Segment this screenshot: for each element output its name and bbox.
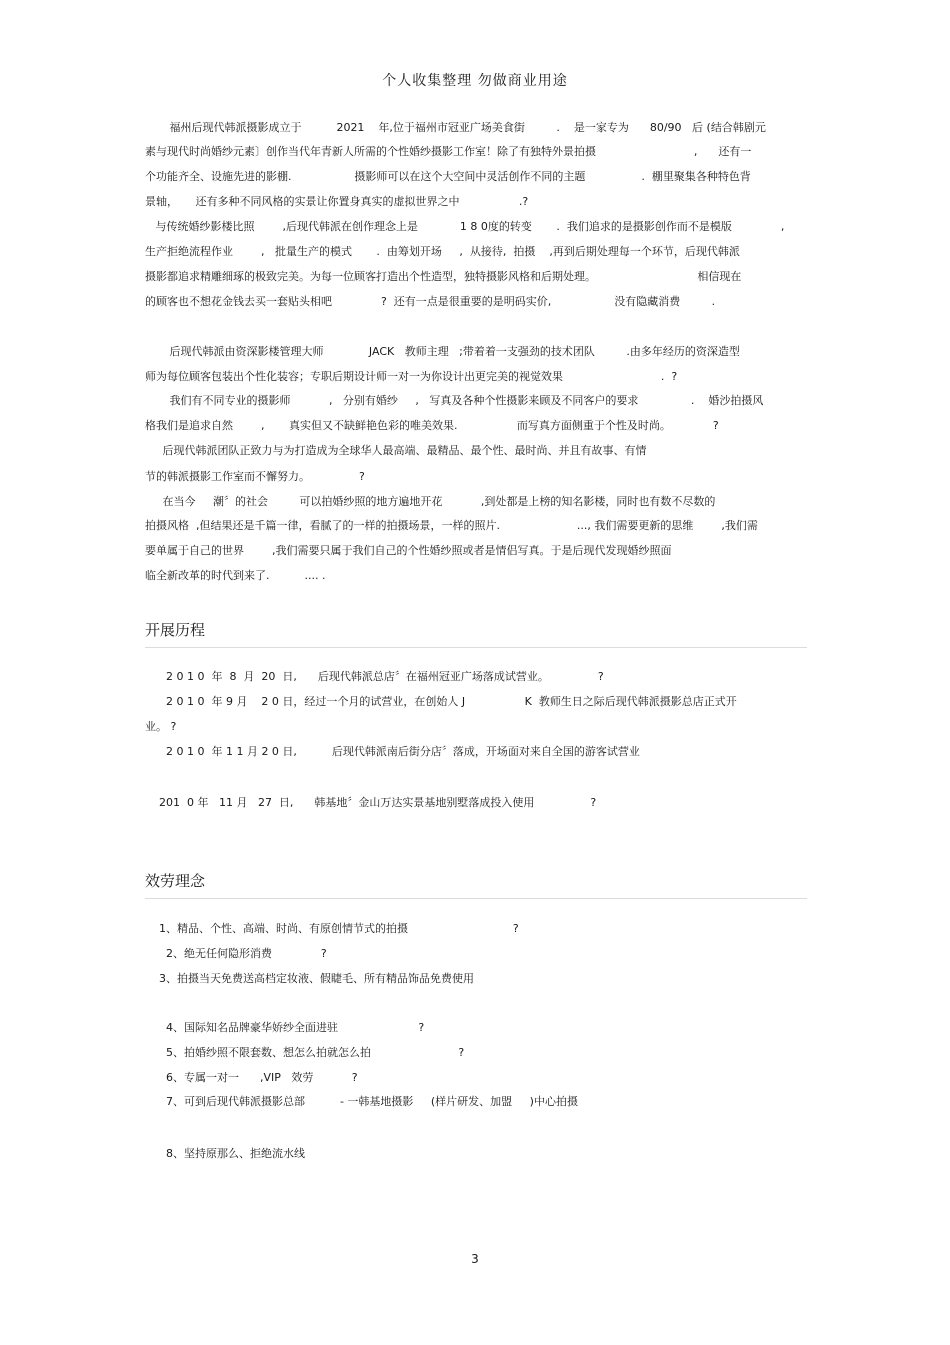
history-item: 201 0 年 11 月 27 日, 韩基地〞金山万达实景基地别墅落成投入使用 ?: [145, 796, 597, 809]
intro-line: 景轴， 还有多种不同风格的实景让你置身真实的虚拟世界之中 .?: [145, 195, 529, 208]
intro-line: 我们有不同专业的摄影师 , 分别有婚纱 , 写真及各种个性摄影来顾及不同客户的要求 . 婚沙拍摄风: [145, 394, 764, 407]
intro-line: 拍摄风格 ,但结果还是千篇一律，看腻了的一样的拍摄场景，一样的照片. ..., 我们需要更新的思维 ,我们需: [145, 519, 758, 532]
service-item: 2、绝无任何隐形消费 ?: [145, 947, 327, 960]
intro-line: 与传统婚纱影楼比照 ,后现代韩派在创作理念上是 1 8 0度的转变 . 我们追求的是摄影创作而不是模版 ,: [145, 220, 785, 233]
service-item: 4、国际知名品牌豪华娇纱全面进驻 ?: [145, 1021, 425, 1034]
intro-line: 后现代韩派团队正致力与为打造成为全球华人最高端、最精品、最个性、最时尚、并且有故事、有情: [145, 444, 647, 457]
intro-line: 临全新改革的时代到来了. .... .: [145, 569, 326, 582]
section-title-history: 开展历程: [145, 621, 206, 639]
intro-line: 要单属于自己的世界 ,我们需要只属于我们自己的个性婚纱照或者是情侣写真。于是后现代发现婚纱照面: [145, 544, 672, 557]
intro-line: 师为每位顾客包装出个性化装容；专职后期设计师一对一为你设计出更完美的视觉效果 . ?: [145, 370, 678, 383]
history-item: 2 0 1 0 年 9 月 2 0 日，经过一个月的试营业，在创始人 J K 教师生日之际后现代韩派摄影总店正式开: [145, 695, 737, 708]
intro-line: 格我们是追求自然 , 真实但又不缺鲜艳色彩的唯美效果. 而写真方面侧重于个性及时尚。 ?: [145, 419, 719, 432]
intro-line: 福州后现代韩派摄影成立于 2021 年,位于福州市冠亚广场美食街 . 是一家专为 80/90 后 (结合韩剧元: [145, 121, 766, 134]
history-item: 业。 ?: [145, 720, 177, 733]
history-item: 2 0 1 0 年 8 月 20 日, 后现代韩派总店〞在福州冠亚广场落成试营业。 ?: [145, 670, 604, 683]
service-item: 8、坚持原那么、拒绝流水线: [145, 1147, 305, 1160]
service-item: 7、可到后现代韩派摄影总部 - 一韩基地摄影 (样片研发、加盟 )中心拍摄: [145, 1095, 578, 1108]
section-divider: [145, 647, 807, 648]
service-item: 3、拍摄当天免费送高档定妆液、假睫毛、所有精品饰品免费使用: [145, 972, 474, 985]
intro-line: 节的韩派摄影工作室而不懈努力。 ?: [145, 470, 365, 483]
intro-line: 素与现代时尚婚纱元素〕创作当代年青新人所需的个性婚纱摄影工作室！除了有独特外景拍摄 , 还有一: [145, 145, 752, 158]
section-divider: [145, 898, 807, 899]
intro-line: 生产拒绝流程作业 , 批量生产的模式 . 由筹划开场 , 从接待, 拍摄 ,再到后期处理每一个环节，后现代韩派: [145, 245, 740, 258]
intro-line: 的顾客也不想花金钱去买一套贴头相吧 ? 还有一点是很重要的是明码实价, 没有隐藏消费 .: [145, 295, 716, 308]
intro-line: 后现代韩派由资深影楼管理大师 JACK 教师主理 ;带着着一支强劲的技术团队 .由多年经历的资深造型: [145, 345, 740, 358]
intro-line: 在当今 潮〞的社会 可以拍婚纱照的地方遍地开花 ,到处都是上榜的知名影楼，同时也有数不尽数的: [145, 495, 716, 508]
service-item: 1、精品、个性、高端、时尚、有原创情节式的拍摄 ?: [145, 922, 519, 935]
service-item: 6、专属一对一 ,VIP 效劳 ?: [145, 1071, 358, 1084]
history-item: 2 0 1 0 年 1 1 月 2 0 日, 后现代韩派南后街分店〞落成，开场面对来自全国的游客试营业: [145, 745, 640, 758]
service-item: 5、拍婚纱照不限套数、想怎么拍就怎么拍 ?: [145, 1046, 465, 1059]
intro-line: 摄影都追求精雕细琢的极致完美。为每一位顾客打造出个性造型，独特摄影风格和后期处理。 相信现在: [145, 270, 742, 283]
intro-line: 个功能齐全、设施先进的影棚. 摄影师可以在这个大空间中灵活创作不同的主题 . 棚里聚集各种特色背: [145, 170, 751, 183]
page-number: 3: [471, 1252, 479, 1266]
section-title-service: 效劳理念: [145, 872, 206, 890]
page-header-title: 个人收集整理 勿做商业用途: [382, 73, 568, 89]
